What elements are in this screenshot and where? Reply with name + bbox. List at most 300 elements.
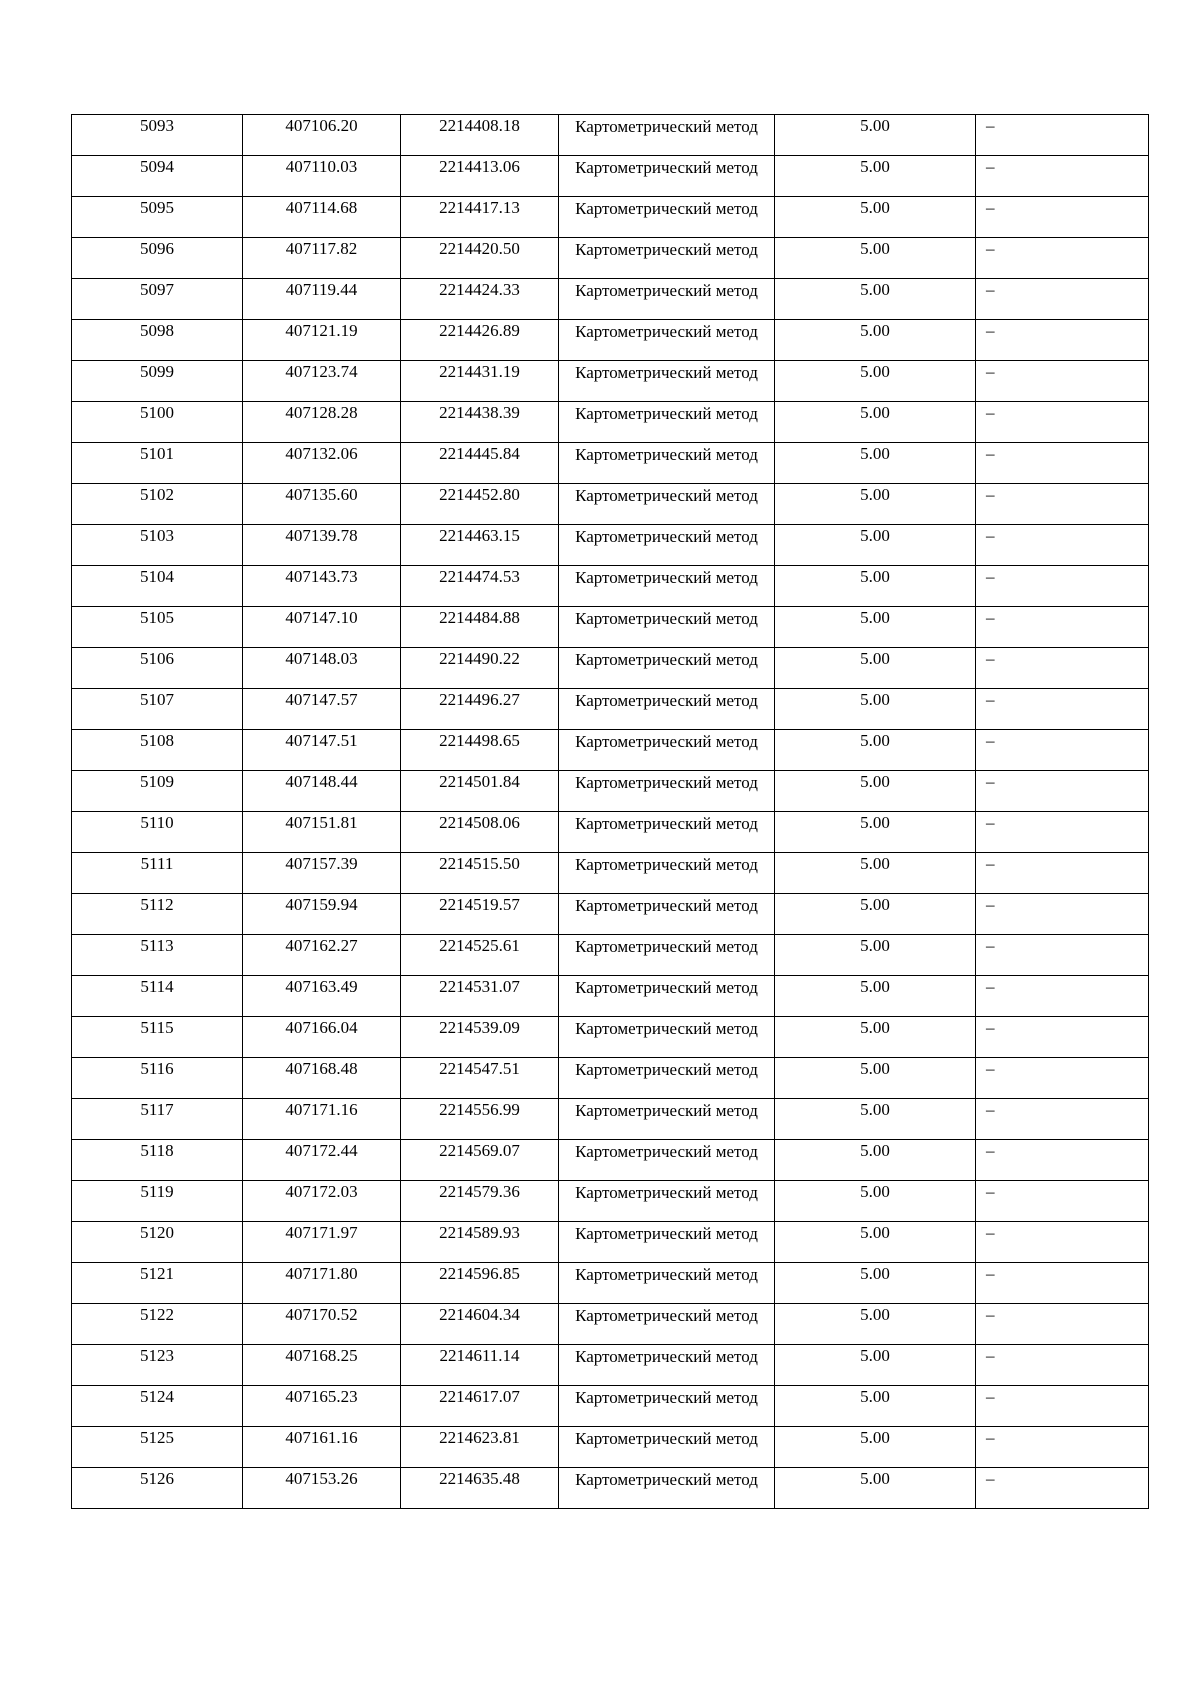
cell-x-coordinate-text: 407162.27 [285,936,358,955]
cell-method-text: Картометрический метод [575,896,758,915]
cell-method-text: Картометрический метод [575,1388,758,1407]
cell-y-coordinate-text: 2214635.48 [439,1469,520,1488]
cell-x-coordinate [243,1058,401,1099]
cell-x-coordinate-text: 407121.19 [285,321,358,340]
cell-note-text: – [986,731,995,750]
cell-note [976,525,1149,566]
cell-precision [775,935,976,976]
cell-y-coordinate-text: 2214525.61 [439,936,520,955]
cell-note-text: – [986,936,995,955]
cell-y-coordinate [401,320,559,361]
cell-precision-text: 5.00 [860,239,890,258]
cell-y-coordinate [401,935,559,976]
cell-method [559,1181,775,1222]
cell-note [976,771,1149,812]
cell-x-coordinate-text: 407123.74 [285,362,358,381]
cell-y-coordinate-text: 2214408.18 [439,116,520,135]
cell-x-coordinate [243,976,401,1017]
cell-x-coordinate-text: 407135.60 [285,485,358,504]
cell-y-coordinate [401,894,559,935]
cell-precision-text: 5.00 [860,157,890,176]
cell-precision-text: 5.00 [860,1469,890,1488]
cell-point-number [72,279,243,320]
cell-point-number [72,320,243,361]
table-row [72,1427,1149,1468]
cell-x-coordinate-text: 407161.16 [285,1428,358,1447]
cell-precision-text: 5.00 [860,116,890,135]
cell-note [976,976,1149,1017]
cell-method-text: Картометрический метод [575,691,758,710]
cell-method-text: Картометрический метод [575,814,758,833]
cell-note [976,238,1149,279]
cell-precision [775,1345,976,1386]
cell-point-number-text: 5106 [140,649,174,668]
cell-point-number [72,812,243,853]
cell-y-coordinate [401,1468,559,1509]
cell-y-coordinate [401,1099,559,1140]
cell-note-text: – [986,608,995,627]
cell-x-coordinate [243,484,401,525]
cell-y-coordinate [401,566,559,607]
cell-method [559,115,775,156]
cell-method [559,402,775,443]
cell-method [559,1099,775,1140]
cell-precision-text: 5.00 [860,485,890,504]
cell-y-coordinate [401,976,559,1017]
cell-precision-text: 5.00 [860,1305,890,1324]
cell-y-coordinate-text: 2214417.13 [439,198,520,217]
cell-note-text: – [986,1469,995,1488]
cell-precision [775,607,976,648]
cell-precision [775,402,976,443]
cell-y-coordinate-text: 2214498.65 [439,731,520,750]
cell-point-number [72,525,243,566]
table-row [72,1468,1149,1509]
cell-note-text: – [986,1346,995,1365]
cell-point-number [72,1386,243,1427]
cell-point-number [72,156,243,197]
cell-point-number [72,730,243,771]
cell-precision [775,771,976,812]
cell-x-coordinate [243,894,401,935]
cell-x-coordinate [243,443,401,484]
cell-precision-text: 5.00 [860,608,890,627]
cell-point-number [72,1345,243,1386]
cell-point-number-text: 5094 [140,157,174,176]
cell-method-text: Картометрический метод [575,1470,758,1489]
cell-y-coordinate-text: 2214508.06 [439,813,520,832]
cell-x-coordinate-text: 407168.48 [285,1059,358,1078]
cell-x-coordinate-text: 407119.44 [285,280,358,299]
cell-point-number [72,402,243,443]
cell-method-text: Картометрический метод [575,281,758,300]
cell-precision [775,320,976,361]
cell-precision [775,1058,976,1099]
cell-note [976,1345,1149,1386]
cell-precision-text: 5.00 [860,1264,890,1283]
cell-y-coordinate-text: 2214531.07 [439,977,520,996]
cell-method-text: Картометрический метод [575,404,758,423]
cell-note-text: – [986,1182,995,1201]
cell-method-text: Картометрический метод [575,937,758,956]
cell-method [559,771,775,812]
cell-point-number-text: 5116 [140,1059,174,1078]
cell-y-coordinate [401,730,559,771]
cell-point-number-text: 5105 [140,608,174,627]
cell-precision-text: 5.00 [860,1387,890,1406]
cell-point-number [72,894,243,935]
cell-method [559,1304,775,1345]
cell-x-coordinate-text: 407128.28 [285,403,358,422]
table-row [72,156,1149,197]
cell-x-coordinate [243,1181,401,1222]
cell-point-number-text: 5115 [140,1018,174,1037]
cell-y-coordinate [401,1181,559,1222]
cell-method [559,156,775,197]
cell-point-number-text: 5110 [140,813,174,832]
cell-note [976,1058,1149,1099]
cell-precision-text: 5.00 [860,649,890,668]
cell-precision [775,1140,976,1181]
cell-y-coordinate [401,361,559,402]
cell-y-coordinate-text: 2214490.22 [439,649,520,668]
cell-point-number [72,853,243,894]
cell-note-text: – [986,977,995,996]
cell-note [976,361,1149,402]
cell-precision-text: 5.00 [860,1346,890,1365]
cell-point-number [72,607,243,648]
cell-method [559,935,775,976]
cell-x-coordinate [243,853,401,894]
cell-x-coordinate-text: 407153.26 [285,1469,358,1488]
cell-method [559,525,775,566]
cell-point-number-text: 5097 [140,280,174,299]
cell-y-coordinate [401,1345,559,1386]
cell-point-number-text: 5111 [140,854,174,873]
cell-point-number [72,443,243,484]
cell-y-coordinate [401,525,559,566]
cell-y-coordinate [401,689,559,730]
table-row [72,443,1149,484]
cell-point-number-text: 5095 [140,198,174,217]
cell-method-text: Картометрический метод [575,568,758,587]
cell-x-coordinate [243,1386,401,1427]
cell-note-text: – [986,690,995,709]
cell-precision-text: 5.00 [860,403,890,422]
cell-note-text: – [986,321,995,340]
cell-point-number [72,1304,243,1345]
cell-note [976,648,1149,689]
table-row [72,279,1149,320]
cell-note-text: – [986,567,995,586]
cell-point-number [72,1222,243,1263]
cell-note-text: – [986,157,995,176]
cell-point-number-text: 5119 [140,1182,174,1201]
cell-precision [775,156,976,197]
cell-point-number [72,1099,243,1140]
cell-precision-text: 5.00 [860,895,890,914]
cell-point-number-text: 5108 [140,731,174,750]
cell-x-coordinate-text: 407172.03 [285,1182,358,1201]
cell-x-coordinate-text: 407170.52 [285,1305,358,1324]
cell-note-text: – [986,1305,995,1324]
table-row [72,935,1149,976]
cell-method [559,1427,775,1468]
cell-x-coordinate-text: 407151.81 [285,813,358,832]
cell-x-coordinate [243,361,401,402]
cell-y-coordinate [401,1427,559,1468]
cell-precision [775,238,976,279]
table-row [72,1263,1149,1304]
cell-method-text: Картометрический метод [575,527,758,546]
cell-precision-text: 5.00 [860,444,890,463]
cell-precision [775,197,976,238]
cell-x-coordinate [243,1468,401,1509]
cell-note-text: – [986,1100,995,1119]
cell-y-coordinate-text: 2214539.09 [439,1018,520,1037]
cell-point-number-text: 5114 [140,977,174,996]
cell-method-text: Картометрический метод [575,1224,758,1243]
cell-x-coordinate [243,1099,401,1140]
cell-method [559,607,775,648]
cell-precision-text: 5.00 [860,1182,890,1201]
cell-x-coordinate [243,402,401,443]
cell-x-coordinate-text: 407168.25 [285,1346,358,1365]
cell-method-text: Картометрический метод [575,1142,758,1161]
cell-point-number-text: 5099 [140,362,174,381]
cell-x-coordinate-text: 407166.04 [285,1018,358,1037]
cell-point-number [72,115,243,156]
cell-precision [775,525,976,566]
cell-precision-text: 5.00 [860,526,890,545]
cell-x-coordinate [243,566,401,607]
cell-y-coordinate [401,1140,559,1181]
cell-x-coordinate-text: 407114.68 [285,198,358,217]
cell-y-coordinate-text: 2214589.93 [439,1223,520,1242]
cell-x-coordinate [243,1017,401,1058]
cell-precision [775,689,976,730]
cell-x-coordinate [243,648,401,689]
cell-note-text: – [986,813,995,832]
cell-method-text: Картометрический метод [575,732,758,751]
cell-method [559,566,775,607]
cell-x-coordinate-text: 407147.10 [285,608,358,627]
cell-method-text: Картометрический метод [575,158,758,177]
cell-precision [775,484,976,525]
cell-method [559,853,775,894]
cell-precision-text: 5.00 [860,813,890,832]
cell-x-coordinate-text: 407147.51 [285,731,358,750]
cell-x-coordinate [243,1304,401,1345]
table-row [72,648,1149,689]
cell-precision [775,1222,976,1263]
cell-note-text: – [986,116,995,135]
cell-precision [775,1427,976,1468]
cell-method-text: Картометрический метод [575,1101,758,1120]
cell-x-coordinate [243,525,401,566]
table-row [72,115,1149,156]
cell-y-coordinate-text: 2214426.89 [439,321,520,340]
cell-precision-text: 5.00 [860,772,890,791]
cell-x-coordinate-text: 407148.03 [285,649,358,668]
table-row [72,853,1149,894]
cell-method-text: Картометрический метод [575,363,758,382]
cell-point-number [72,484,243,525]
cell-precision [775,894,976,935]
cell-method [559,1017,775,1058]
cell-precision [775,730,976,771]
cell-method [559,443,775,484]
cell-point-number [72,1263,243,1304]
cell-point-number [72,1017,243,1058]
cell-point-number-text: 5093 [140,116,174,135]
table-row [72,1017,1149,1058]
cell-method [559,1386,775,1427]
cell-precision-text: 5.00 [860,1141,890,1160]
cell-y-coordinate [401,771,559,812]
table-row [72,689,1149,730]
cell-x-coordinate [243,771,401,812]
cell-method-text: Картометрический метод [575,1060,758,1079]
table-row [72,566,1149,607]
cell-y-coordinate [401,812,559,853]
cell-note [976,894,1149,935]
cell-note [976,1181,1149,1222]
cell-method-text: Картометрический метод [575,1265,758,1284]
cell-method [559,648,775,689]
cell-precision-text: 5.00 [860,198,890,217]
cell-point-number [72,935,243,976]
cell-method [559,1468,775,1509]
cell-y-coordinate-text: 2214623.81 [439,1428,520,1447]
table-row [72,1222,1149,1263]
cell-point-number-text: 5100 [140,403,174,422]
cell-y-coordinate [401,1058,559,1099]
cell-precision [775,279,976,320]
cell-x-coordinate [243,689,401,730]
table-row [72,771,1149,812]
cell-x-coordinate [243,1140,401,1181]
cell-method-text: Картометрический метод [575,978,758,997]
cell-y-coordinate-text: 2214519.57 [439,895,520,914]
cell-point-number-text: 5098 [140,321,174,340]
cell-note [976,812,1149,853]
cell-method [559,976,775,1017]
cell-precision-text: 5.00 [860,854,890,873]
cell-y-coordinate-text: 2214438.39 [439,403,520,422]
cell-x-coordinate-text: 407117.82 [285,239,358,258]
cell-note [976,1468,1149,1509]
cell-y-coordinate-text: 2214617.07 [439,1387,520,1406]
cell-point-number [72,976,243,1017]
cell-method-text: Картометрический метод [575,322,758,341]
cell-point-number-text: 5104 [140,567,174,586]
cell-note [976,853,1149,894]
cell-x-coordinate-text: 407143.73 [285,567,358,586]
table-row [72,238,1149,279]
cell-precision-text: 5.00 [860,321,890,340]
cell-y-coordinate [401,115,559,156]
cell-point-number [72,1181,243,1222]
cell-x-coordinate-text: 407163.49 [285,977,358,996]
cell-y-coordinate [401,443,559,484]
cell-note [976,115,1149,156]
cell-y-coordinate-text: 2214501.84 [439,772,520,791]
cell-point-number-text: 5096 [140,239,174,258]
cell-y-coordinate-text: 2214611.14 [439,1346,520,1365]
cell-y-coordinate [401,1304,559,1345]
cell-y-coordinate-text: 2214463.15 [439,526,520,545]
cell-y-coordinate-text: 2214579.36 [439,1182,520,1201]
cell-point-number-text: 5109 [140,772,174,791]
cell-method-text: Картометрический метод [575,1183,758,1202]
cell-precision [775,1386,976,1427]
cell-x-coordinate-text: 407157.39 [285,854,358,873]
cell-note [976,320,1149,361]
cell-method-text: Картометрический метод [575,1306,758,1325]
cell-point-number [72,648,243,689]
cell-note [976,1427,1149,1468]
cell-precision-text: 5.00 [860,690,890,709]
cell-x-coordinate-text: 407139.78 [285,526,358,545]
cell-method [559,1140,775,1181]
cell-precision-text: 5.00 [860,280,890,299]
table-row [72,607,1149,648]
cell-precision-text: 5.00 [860,567,890,586]
cell-precision [775,648,976,689]
cell-point-number [72,1427,243,1468]
cell-point-number-text: 5123 [140,1346,174,1365]
cell-note-text: – [986,895,995,914]
cell-note-text: – [986,1387,995,1406]
table-row [72,197,1149,238]
cell-note [976,566,1149,607]
cell-method [559,361,775,402]
cell-precision [775,566,976,607]
cell-point-number [72,566,243,607]
cell-point-number-text: 5120 [140,1223,174,1242]
cell-precision-text: 5.00 [860,936,890,955]
cell-y-coordinate-text: 2214413.06 [439,157,520,176]
cell-note-text: – [986,239,995,258]
cell-precision [775,443,976,484]
table-row [72,1386,1149,1427]
cell-note [976,730,1149,771]
table-row [72,894,1149,935]
table-row [72,320,1149,361]
cell-note-text: – [986,485,995,504]
cell-precision-text: 5.00 [860,731,890,750]
cell-method [559,1058,775,1099]
cell-point-number [72,361,243,402]
cell-note-text: – [986,280,995,299]
cell-precision [775,853,976,894]
cell-point-number [72,238,243,279]
cell-point-number-text: 5112 [140,895,174,914]
cell-point-number [72,1140,243,1181]
cell-precision [775,1304,976,1345]
cell-method-text: Картометрический метод [575,609,758,628]
cell-x-coordinate-text: 407171.97 [285,1223,358,1242]
cell-point-number-text: 5101 [140,444,174,463]
cell-precision [775,1263,976,1304]
cell-precision [775,361,976,402]
cell-x-coordinate-text: 407132.06 [285,444,358,463]
cell-note-text: – [986,649,995,668]
cell-method [559,1263,775,1304]
cell-precision [775,1099,976,1140]
cell-y-coordinate-text: 2214445.84 [439,444,520,463]
